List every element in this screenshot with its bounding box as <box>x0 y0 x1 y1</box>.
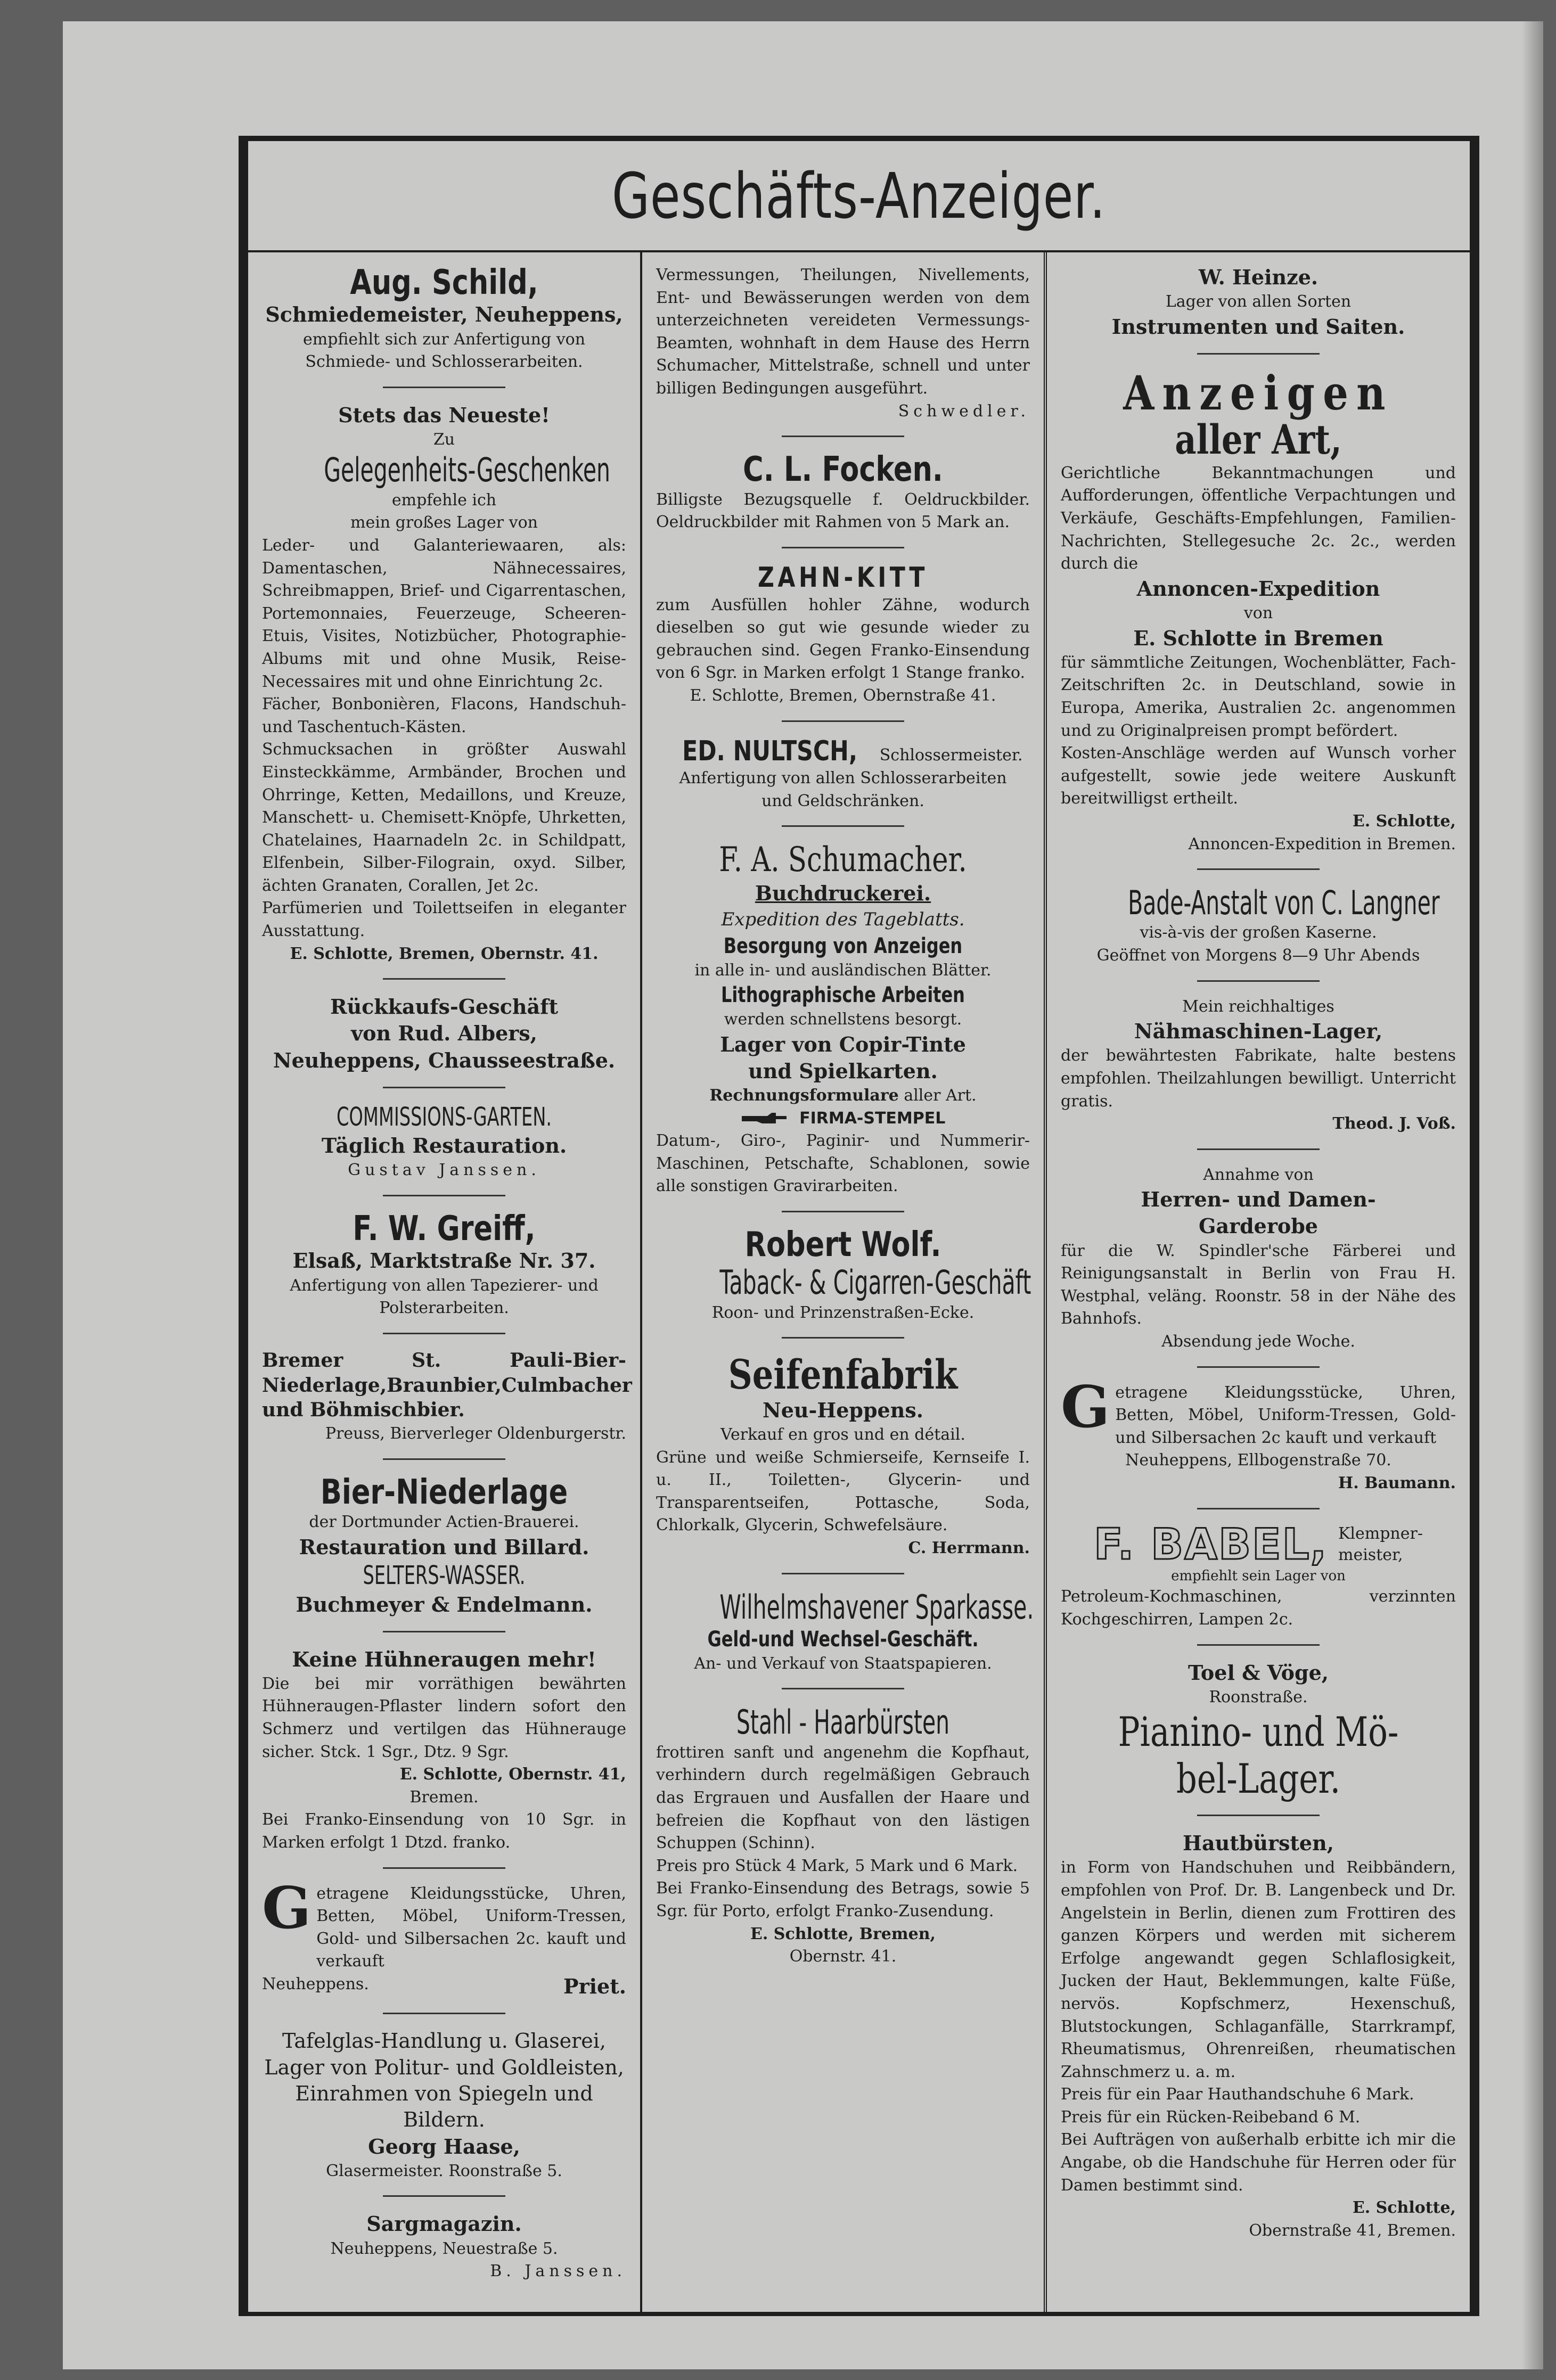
ad-signature: E. Schlotte, <box>1352 2198 1456 2218</box>
ad-text: Lager von allen Sorten <box>1165 292 1352 311</box>
ad-text: der Dortmunder Actien-Brauerei. <box>309 1513 579 1532</box>
ad-text: Instrumenten und Saiten. <box>1111 314 1405 339</box>
ad-title: W. Heinze. <box>1198 265 1318 289</box>
ad-title: Bier-Niederlage <box>320 1472 568 1512</box>
ad-text: und Geldschränken. <box>761 791 924 810</box>
ad-paragraph: Leder- und Galanteriewaaren, als: Damentaschen, Nähnecessaires, Schreibmappen, Brief- und Cigarrentaschen, Portemonnaies, Feuerzeuge, Scheeren-Etuis, Visites, Notizbücher, Photographie-Albums mit und ohne Musik, Reise-Necessaires mit und ohne Einrichtung 2c. <box>262 536 626 691</box>
ad-bier-niederlage <box>262 1474 626 1618</box>
ad-huehneraugen <box>262 1646 626 1854</box>
newspaper-page <box>63 21 1543 2369</box>
ad-paragraph: für sämmtliche Zeitungen, Wochenblätter, Fach-Zeitschriften 2c. in Deutschland, sowie in Europa, Amerika, Australien 2c. angenommen und zu Originalpreisen prompt befördert. <box>1061 653 1456 740</box>
divider <box>383 2013 505 2014</box>
ad-text: Anfertigung von allen Tapezierer- und <box>290 1276 599 1295</box>
ad-title: Bade-Anstalt von C. Langner <box>1128 883 1440 923</box>
ad-title: Anzeigen <box>1123 365 1394 421</box>
columns <box>248 252 1470 2312</box>
ad-schild-line: Schmiedemeister, Neuheppens, <box>265 302 623 327</box>
ad-title: Gelegenheits-Geschenken <box>324 450 610 490</box>
ad-text: vis-à-vis der großen Kaserne. <box>1140 923 1377 942</box>
ad-haase <box>262 2028 626 2182</box>
divider <box>383 1195 505 1196</box>
ad-title-row <box>656 736 1030 768</box>
ad-signature: E. Schlotte, <box>1352 811 1456 831</box>
ad-paragraph: frottiren sanft und angenehm die Kopfhaut, verhindern durch regelmäßigen Gebrauch das Ergrauen und Ausfallen der Haare und befreien die Kopfhaut von den lästigen Schuppen (Schinn). <box>656 1743 1030 1853</box>
divider <box>782 1337 904 1339</box>
ad-schumacher <box>656 841 1030 1197</box>
ad-text: Obernstr. 41. <box>789 1947 897 1966</box>
ad-title: Toel & Vöge, <box>1188 1660 1329 1685</box>
ad-paragraph: Gerichtliche Bekanntmachungen und Aufforderungen, öffentliche Verpachtungen und Verkäufe, Geschäfts-Empfehlungen, Familien-Nachrichten, Stellegesuche 2c. 2c., werden durch die <box>1061 463 1456 573</box>
divider <box>1197 1508 1320 1509</box>
ad-paragraph: in Form von Handschuhen und Reibbändern, empfohlen von Prof. Dr. B. Langenbeck und Dr. Angelstein in Berlin, dienen zum Frottiren des ganzen Körpers und werden mit sicherem Erfolge angewandt gegen Schlaflosigkeit, Jucken der Haut, Beklemmungen, kalte Füße, nervös. Kopfschmerz, Hexenschuß, Blutstockungen, Schlaganfälle, Starrkrampf, Rheumatismus, Ohrenreißen, rheumatischen Zahnschmerz u. a. m. <box>1061 1858 1456 2081</box>
ad-text: Tafelglas-Handlung u. Glaserei, <box>282 2029 606 2053</box>
ad-title: F. W. Greiff, <box>353 1209 536 1249</box>
ad-text: Lager von Copir-Tinte <box>720 1032 966 1056</box>
ad-bremer-bier <box>262 1348 632 1446</box>
ad-title: Seifenfabrik <box>728 1351 958 1399</box>
ad-schild-line: Schmiede- und Schlosserarbeiten. <box>305 352 583 372</box>
divider <box>782 825 904 827</box>
ad-text: Annoncen-Expedition in Bremen. <box>1188 834 1456 853</box>
column-1 <box>248 252 642 2312</box>
ad-toel-voege <box>1061 1660 1456 1802</box>
ad-paragraph: der bewährtesten Fabrikate, halte bestens empfohlen. Theilzahlungen bewilligt. Unterricht gratis. <box>1061 1046 1456 1111</box>
ad-text: E. Schlotte in Bremen <box>1133 626 1383 650</box>
ad-signature: Priet. <box>563 1974 626 1998</box>
divider <box>782 1211 904 1212</box>
ad-text-row <box>656 1085 1030 1107</box>
ad-paragraph: Kosten-Anschläge werden auf Wunsch vorher aufgestellt, sowie jede weitere Auskunft bereitwilligst ertheilt. <box>1061 744 1456 808</box>
pointing-hand-icon <box>741 1111 789 1127</box>
ad-signature: E. Schlotte, Bremen, Obernstraße 41. <box>690 686 996 705</box>
ad-text: Elsaß, Marktstraße Nr. 37. <box>292 1249 596 1273</box>
ad-title: Herren- und Damen- <box>1141 1187 1376 1212</box>
ad-paragraph: Bei Aufträgen von außerhalb erbitte ich mir die Angabe, ob die Handschuhe für Herren oder für Damen bestimmt sind. <box>1061 2130 1456 2195</box>
ad-text: von Rud. Albers, <box>351 1021 537 1046</box>
ad-text: Schlossermeister. <box>879 745 1023 765</box>
ad-paragraph: Preis pro Stück 4 Mark, 5 Mark und 6 Mark. <box>656 1856 1018 1875</box>
ad-stempel-row <box>656 1107 1030 1130</box>
ad-nultsch <box>656 736 1030 813</box>
ad-paragraph: Bei Franko-Einsendung von 10 Sgr. in Marken erfolgt 1 Dtzd. franko. <box>262 1810 626 1852</box>
ad-text: Neuheppens, Chausseestraße. <box>273 1048 616 1072</box>
page-edge-shadow <box>1522 21 1543 2369</box>
masthead <box>248 141 1470 252</box>
ad-text: Bremen. <box>410 1787 479 1807</box>
ad-text: Besorgung von Anzeigen <box>723 933 963 958</box>
divider <box>383 1867 505 1869</box>
ad-zahn-kitt <box>656 562 1030 708</box>
ad-headline: Stets das Neueste! <box>338 403 550 427</box>
ad-text: An- und Verkauf von Staatspapieren. <box>694 1654 992 1673</box>
ad-text: Neu-Heppens. <box>763 1398 923 1422</box>
ad-text: Bremer St. Pauli-Bier-Niederlage,Braunbier,Culmbacher und Böhmischbier. <box>262 1349 632 1422</box>
divider <box>383 387 505 388</box>
ad-text: empfehle ich <box>391 490 497 510</box>
ad-title: Stahl - Haarbürsten <box>736 1703 950 1742</box>
ad-text: Klempner- <box>1338 1524 1423 1543</box>
ad-paragraph: Bei Franko-Einsendung des Betrags, sowie 5 Sgr. für Porto, erfolgt Franko-Zusendung. <box>656 1879 1030 1921</box>
ad-text: Rückkaufs-Geschäft <box>330 995 559 1019</box>
divider <box>1197 1644 1320 1646</box>
ad-title: Hautbürsten, <box>1183 1831 1334 1856</box>
ad-voss <box>1061 996 1456 1136</box>
ad-text: SELTERS-WASSER. <box>363 1560 526 1590</box>
ad-text: aller Art. <box>904 1086 977 1105</box>
ad-paragraph: etragene Kleidungsstücke, Uhren, Betten, Möbel, Uniform-Tressen, Gold- und Silbersachen 2c. kauft und verkauft <box>316 1884 626 1971</box>
divider <box>1197 1148 1320 1150</box>
ad-text: in alle in- und ausländischen Blätter. <box>694 961 992 980</box>
ad-title: Garderobe <box>1199 1214 1318 1238</box>
ad-signature: Theod. J. Voß. <box>1332 1114 1456 1134</box>
ad-paragraph: Preis für ein Paar Hauthandschuhe 6 Mark. <box>1061 2085 1414 2104</box>
ad-text: Annahme von <box>1203 1165 1314 1184</box>
ad-title: C. L. Focken. <box>743 450 943 490</box>
ad-focken <box>656 451 1030 534</box>
ad-initial-row <box>1061 1373 1456 1450</box>
divider <box>1197 353 1320 355</box>
ad-paragraph: Schmucksachen in größter Auswahl Einsteckkämme, Armbänder, Brochen und Ohrringe, Ketten, Medaillons, und Kreuze, Manschett- u. Chemisett-Knöpfe, Uhrketten, Chatelaines, Haarnadeln 2c. in Schildpatt, Elfenbein, Silber-Filograin, oxyd. Silber, ächten Granaten, Corallen, Jet 2c. <box>262 740 626 895</box>
ad-paragraph: für die W. Spindler'sche Färberei und Reinigungsanstalt in Berlin von Frau H. Westphal, veläng. Roonstr. 58 in der Nähe des Bahnhofs. <box>1061 1241 1456 1328</box>
divider <box>782 547 904 548</box>
divider <box>782 720 904 722</box>
ad-heinze <box>1061 264 1456 340</box>
ad-text: und Spielkarten. <box>748 1058 938 1083</box>
divider <box>1197 1366 1320 1368</box>
ad-seifenfabrik <box>656 1352 1030 1560</box>
page-title: Geschäfts-Anzeiger. <box>612 159 1106 233</box>
ad-title: Nähmaschinen-Lager, <box>1134 1019 1383 1044</box>
ad-text: Geöffnet von Morgens 8—9 Uhr Abends <box>1096 946 1420 965</box>
ad-title-row <box>1061 1520 1456 1570</box>
ad-text: Glasermeister. Roonstraße 5. <box>326 2161 562 2180</box>
column-2 <box>642 252 1047 2312</box>
ad-text: Roonstraße. <box>1209 1687 1308 1706</box>
ad-schild-line: empfiehlt sich zur Anfertigung von <box>302 330 586 349</box>
divider <box>1197 1815 1320 1816</box>
ad-footer-row <box>262 1973 626 2000</box>
ad-paragraph: Vermessungen, Theilungen, Nivellements, Ent- und Bewässerungen werden von dem unterzeichneten vereideten Vermessungs-Beamten, wohnhaft in dem Hause des Herrn Schumacher, Mittelstraße, schnell und unter billigen Bedingungen ausgeführt. <box>656 266 1030 398</box>
ad-text: empfiehlt sein Lager von <box>1171 1567 1346 1584</box>
ad-langner <box>1061 884 1456 967</box>
ad-text: Neuheppens, Neuestraße 5. <box>330 2239 558 2258</box>
ad-text: Absendung jede Woche. <box>1161 1332 1355 1351</box>
ad-paragraph: Preis für ein Rücken-Reibeband 6 M. <box>1061 2107 1361 2127</box>
ad-paragraph: zum Ausfüllen hohler Zähne, wodurch dieselben so gut wie gesunde wieder zu gebrauchen sind. Gegen Franko-Einsendung von 6 Sgr. in Marken erfolgt 1 Stange franko. <box>656 595 1030 683</box>
ad-text: Neuheppens, Ellbogenstraße 70. <box>1125 1451 1391 1470</box>
ad-title: aller Art, <box>1175 416 1342 464</box>
ad-text: Roon- und Prinzenstraßen-Ecke. <box>711 1303 974 1322</box>
ad-title: COMMISSIONS-GARTEN. <box>336 1102 552 1132</box>
ad-initial-row <box>262 1874 626 1973</box>
ad-title: Georg Haase, <box>368 2134 520 2159</box>
ad-text: Neuheppens. <box>262 1974 369 1993</box>
ad-title: F. BABEL, <box>1094 1520 1328 1570</box>
ad-signature: E. Schlotte, Obernstr. 41, <box>399 1765 626 1784</box>
ad-title: Wilhelmshavener Sparkasse. <box>719 1587 1034 1627</box>
ad-text: Lithographische Arbeiten <box>721 983 965 1008</box>
ad-garderobe <box>1061 1164 1456 1353</box>
drop-cap: G <box>1061 1373 1110 1441</box>
ad-paragraph: Parfümerien und Toilettseifen in eleganter Ausstattung. <box>262 899 626 941</box>
drop-cap: G <box>262 1874 312 1942</box>
column-3 <box>1047 252 1470 2312</box>
divider <box>383 1458 505 1460</box>
divider <box>782 1688 904 1689</box>
ad-schlotte-geschenke <box>262 402 626 966</box>
ad-paragraph: Billigste Bezugsquelle f. Oeldruckbilder. Oeldruckbilder mit Rahmen von 5 Mark an. <box>656 490 1030 532</box>
ad-schild <box>262 264 626 374</box>
divider <box>782 1573 904 1574</box>
ad-schwedler <box>656 264 1030 423</box>
ad-title: ZAHN-KITT <box>757 561 929 594</box>
ad-text: Mein reichhaltiges <box>1182 997 1334 1016</box>
ad-signature: E. Schlotte, Bremen, Obernstr. 41. <box>290 944 599 963</box>
ad-text: Obernstraße 41, Bremen. <box>1249 2221 1456 2240</box>
ad-text: Buchdruckerei. <box>755 881 931 906</box>
divider <box>383 978 505 980</box>
ad-headline: Keine Hühneraugen mehr! <box>292 1647 596 1671</box>
ad-text: Täglich Restauration. <box>321 1134 567 1158</box>
ad-priet <box>262 1874 626 2000</box>
ad-albers <box>262 994 626 1073</box>
ad-stahl-haarbuersten <box>656 1703 1030 1968</box>
ad-paragraph: Fächer, Bonbonièren, Flacons, Handschuh- und Taschentuch-Kästen. <box>262 695 626 736</box>
ad-signature: B. Janssen. <box>490 2262 626 2281</box>
ad-text: Verkauf en gros und en détail. <box>720 1425 965 1444</box>
ad-title: Robert Wolf. <box>744 1225 941 1265</box>
ad-title: Pianino- und Mö- <box>1118 1708 1399 1756</box>
ad-text: Restauration und Billard. <box>299 1534 589 1559</box>
ad-hautbuersten <box>1061 1830 1456 2242</box>
ad-text: Geld-und Wechsel-Geschäft. <box>707 1627 979 1652</box>
ad-title: Sargmagazin. <box>366 2212 522 2236</box>
ad-signature: Preuss, Bierverleger Oldenburgerstr. <box>325 1424 626 1443</box>
ad-text: Lager von Politur- und Goldleisten, Einrahmen von Spiegeln und Bildern. <box>264 2055 624 2132</box>
ad-babel <box>1061 1520 1456 1631</box>
ad-signature: H. Baumann. <box>1338 1473 1456 1492</box>
ad-subtitle: Taback- & Cigarren-Geschäft <box>719 1263 1031 1302</box>
ad-text-bold: Rechnungsformulare <box>709 1086 899 1105</box>
ad-schild-name: Aug. Schild, <box>350 263 538 302</box>
advertisement-frame <box>239 136 1479 2316</box>
ad-text: Anfertigung von allen Schlosserarbeiten <box>679 769 1007 788</box>
ad-paragraph: etragene Kleidungsstücke, Uhren, Betten, Möbel, Uniform-Tressen, Gold- und Silbersachen 2c kauft und verkauft <box>1115 1383 1456 1447</box>
ad-baumann <box>1061 1373 1456 1495</box>
ad-text: FIRMA-STEMPEL <box>799 1109 946 1128</box>
ad-title: ED. NULTSCH, <box>682 735 858 767</box>
ad-commissions-garten <box>262 1102 626 1182</box>
ad-paragraph: Petroleum-Kochmaschinen, verzinnten Kochgeschirren, Lampen 2c. <box>1061 1587 1456 1629</box>
ad-signature: Schwedler. <box>898 401 1030 421</box>
ad-sargmagazin <box>262 2211 626 2283</box>
ad-text: mein großes Lager von <box>350 513 538 532</box>
ad-wolf <box>656 1226 1030 1324</box>
ad-anzeigen <box>1061 365 1456 856</box>
ad-text: von <box>1243 604 1273 623</box>
ad-text: meister, <box>1338 1546 1403 1565</box>
ad-paragraph: Datum-, Giro-, Paginir- und Nummerir-Maschinen, Petschafte, Schablonen, sowie alle sonstigen Gravirarbeiten. <box>656 1131 1030 1196</box>
divider <box>383 1333 505 1334</box>
ad-text: Polsterarbeiten. <box>379 1299 509 1318</box>
ad-signature: Buchmeyer & Endelmann. <box>296 1592 593 1616</box>
ad-title: bel-Lager. <box>1176 1754 1341 1802</box>
ad-text: Expedition des Tageblatts. <box>721 909 965 931</box>
divider <box>383 1631 505 1632</box>
ad-text: werden schnellstens besorgt. <box>724 1010 962 1029</box>
divider <box>1197 980 1320 982</box>
divider <box>383 2195 505 2197</box>
ad-side-text <box>1338 1523 1423 1566</box>
ad-sparkasse <box>656 1587 1034 1676</box>
ad-paragraph: Die bei mir vorräthigen bewährten Hühneraugen-Pflaster lindern sofort den Schmerz und vertilgen das Hühnerauge sicher. Stck. 1 Sgr., Dtz. 9 Sgr. <box>262 1674 626 1761</box>
divider <box>383 1087 505 1088</box>
ad-signature: C. Herrmann. <box>908 1538 1030 1557</box>
ad-signature: E. Schlotte, Bremen, <box>750 1924 936 1943</box>
ad-signature: Gustav Janssen. <box>348 1161 540 1180</box>
ad-title: F. A. Schumacher. <box>719 840 967 880</box>
ad-greiff <box>262 1210 626 1320</box>
ad-text: Zu <box>433 430 455 449</box>
divider <box>782 436 904 437</box>
divider <box>1197 868 1320 870</box>
ad-text: Annoncen-Expedition <box>1136 576 1380 601</box>
ad-paragraph: Grüne und weiße Schmierseife, Kernseife I. u. II., Toiletten-, Glycerin- und Transparentseifen, Pottasche, Soda, Chlorkalk, Glycerin, Schwefelsäure. <box>656 1448 1030 1535</box>
